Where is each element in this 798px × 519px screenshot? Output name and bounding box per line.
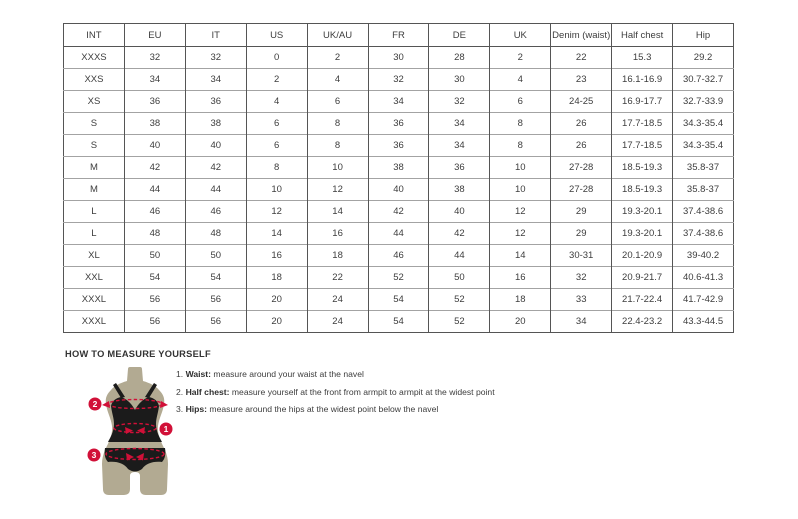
hips-badge [88, 449, 101, 462]
table-row [64, 47, 734, 69]
header-cell: Hip [673, 24, 734, 47]
table-cell: 17.7-18.5 [612, 113, 673, 135]
header-cell: UK [490, 24, 551, 47]
table-row [64, 289, 734, 311]
header-cell: FR [368, 24, 429, 47]
table-cell: 6 [490, 91, 551, 113]
table-cell: 32 [429, 91, 490, 113]
table-cell: 54 [124, 267, 185, 289]
measure-section-title: HOW TO MEASURE YOURSELF [65, 349, 211, 359]
measure-steps [176, 369, 495, 422]
table-cell: 40 [185, 135, 246, 157]
table-cell: 4 [490, 69, 551, 91]
table-cell: 33 [551, 289, 612, 311]
table-cell: 46 [368, 245, 429, 267]
table-cell: 36 [368, 135, 429, 157]
table-row [64, 311, 734, 333]
table-cell: 14 [490, 245, 551, 267]
table-row [64, 201, 734, 223]
table-cell: 32 [124, 47, 185, 69]
table-cell: 30 [368, 47, 429, 69]
step-text: measure around your waist at the navel [211, 369, 364, 379]
table-row [64, 69, 734, 91]
header-cell: US [246, 24, 307, 47]
table-cell: 42 [368, 201, 429, 223]
table-cell: 16 [490, 267, 551, 289]
table-cell: 18 [307, 245, 368, 267]
header-row [64, 24, 734, 47]
table-row [64, 113, 734, 135]
table-cell: 50 [124, 245, 185, 267]
table-cell: 10 [246, 179, 307, 201]
table-cell: 50 [185, 245, 246, 267]
table-cell: 8 [246, 157, 307, 179]
table-cell: 36 [368, 113, 429, 135]
table-cell: L [64, 201, 125, 223]
size-chart-body [64, 47, 734, 333]
table-cell: 34 [185, 69, 246, 91]
table-cell: 30-31 [551, 245, 612, 267]
table-cell: 29 [551, 201, 612, 223]
header-cell: UK/AU [307, 24, 368, 47]
table-cell: 48 [124, 223, 185, 245]
table-cell: 8 [490, 113, 551, 135]
table-cell: 2 [490, 47, 551, 69]
step-number: 3. [176, 404, 186, 414]
table-cell: S [64, 135, 125, 157]
table-cell: 42 [124, 157, 185, 179]
table-cell: 30 [429, 69, 490, 91]
table-cell: 10 [490, 179, 551, 201]
table-cell: 20 [490, 311, 551, 333]
table-cell: 17.7-18.5 [612, 135, 673, 157]
table-cell: 52 [429, 311, 490, 333]
table-cell: 34.3-35.4 [673, 113, 734, 135]
table-cell: 28 [429, 47, 490, 69]
header-cell: Half chest [612, 24, 673, 47]
table-cell: M [64, 157, 125, 179]
table-cell: 14 [246, 223, 307, 245]
table-cell: 18 [490, 289, 551, 311]
table-cell: 18 [246, 267, 307, 289]
table-row [64, 223, 734, 245]
table-cell: 16.9-17.7 [612, 91, 673, 113]
table-cell: 36 [124, 91, 185, 113]
table-cell: XS [64, 91, 125, 113]
table-cell: 50 [429, 267, 490, 289]
table-cell: 20 [246, 289, 307, 311]
table-cell: 4 [246, 91, 307, 113]
header-cell: Denim (waist) [551, 24, 612, 47]
table-cell: 41.7-42.9 [673, 289, 734, 311]
table-cell: 46 [185, 201, 246, 223]
waist-badge [160, 423, 173, 436]
table-cell: 29 [551, 223, 612, 245]
table-cell: 52 [429, 289, 490, 311]
table-cell: 19.3-20.1 [612, 223, 673, 245]
header-cell: EU [124, 24, 185, 47]
table-row [64, 245, 734, 267]
table-cell: 34 [429, 113, 490, 135]
table-row [64, 267, 734, 289]
table-cell: 24 [307, 289, 368, 311]
table-cell: 24 [307, 311, 368, 333]
table-cell: 46 [124, 201, 185, 223]
table-cell: 54 [368, 311, 429, 333]
table-cell: 34.3-35.4 [673, 135, 734, 157]
table-row [64, 91, 734, 113]
table-cell: 56 [124, 311, 185, 333]
table-cell: 38 [368, 157, 429, 179]
table-cell: 48 [185, 223, 246, 245]
table-cell: 44 [185, 179, 246, 201]
table-cell: 16.1-16.9 [612, 69, 673, 91]
table-cell: 12 [490, 223, 551, 245]
table-cell: XXXL [64, 289, 125, 311]
table-cell: XXL [64, 267, 125, 289]
table-cell: 29.2 [673, 47, 734, 69]
table-cell: 15.3 [612, 47, 673, 69]
table-cell: 32.7-33.9 [673, 91, 734, 113]
table-cell: 8 [490, 135, 551, 157]
table-cell: 16 [307, 223, 368, 245]
table-cell: 22 [307, 267, 368, 289]
measure-step [176, 387, 495, 397]
table-cell: 30.7-32.7 [673, 69, 734, 91]
table-cell: 21.7-22.4 [612, 289, 673, 311]
table-cell: 35.8-37 [673, 179, 734, 201]
table-cell: 37.4-38.6 [673, 223, 734, 245]
table-cell: 18.5-19.3 [612, 157, 673, 179]
table-cell: 40 [429, 201, 490, 223]
table-cell: 40.6-41.3 [673, 267, 734, 289]
table-cell: 8 [307, 113, 368, 135]
table-cell: 10 [490, 157, 551, 179]
table-cell: 14 [307, 201, 368, 223]
table-cell: 16 [246, 245, 307, 267]
step-label: Hips: [185, 404, 208, 414]
table-cell: 32 [185, 47, 246, 69]
table-cell: 43.3-44.5 [673, 311, 734, 333]
table-cell: 23 [551, 69, 612, 91]
table-cell: 19.3-20.1 [612, 201, 673, 223]
table-cell: 20.1-20.9 [612, 245, 673, 267]
table-cell: 56 [185, 289, 246, 311]
measure-step [176, 404, 495, 414]
table-cell: XXS [64, 69, 125, 91]
table-cell: 20.9-21.7 [612, 267, 673, 289]
table-cell: 22 [551, 47, 612, 69]
table-cell: S [64, 113, 125, 135]
table-cell: 34 [551, 311, 612, 333]
table-cell: XXXS [64, 47, 125, 69]
table-cell: 42 [429, 223, 490, 245]
table-cell: 6 [307, 91, 368, 113]
step-label: Waist: [185, 369, 212, 379]
table-cell: 20 [246, 311, 307, 333]
table-cell: 38 [124, 113, 185, 135]
table-cell: XXXL [64, 311, 125, 333]
table-cell: 38 [429, 179, 490, 201]
table-cell: 40 [124, 135, 185, 157]
header-cell: DE [429, 24, 490, 47]
measure-step [176, 369, 495, 379]
table-cell: 2 [307, 47, 368, 69]
table-cell: 26 [551, 113, 612, 135]
table-cell: 12 [246, 201, 307, 223]
table-cell: 52 [368, 267, 429, 289]
table-cell: 10 [307, 157, 368, 179]
step-label: Half chest: [185, 386, 230, 397]
table-cell: 24-25 [551, 91, 612, 113]
table-cell: 44 [368, 223, 429, 245]
header-cell: INT [64, 24, 125, 47]
table-cell: 4 [307, 69, 368, 91]
step-number: 2. [176, 386, 186, 397]
table-cell: 22.4-23.2 [612, 311, 673, 333]
table-cell: 6 [246, 113, 307, 135]
step-number: 1. [176, 369, 186, 379]
table-cell: 6 [246, 135, 307, 157]
table-cell: 12 [307, 179, 368, 201]
table-cell: 56 [185, 311, 246, 333]
table-cell: 27-28 [551, 157, 612, 179]
step-text: measure around the hips at the widest point below the navel [207, 404, 439, 414]
size-chart-table [63, 23, 734, 333]
table-cell: XL [64, 245, 125, 267]
table-cell: L [64, 223, 125, 245]
table-cell: 54 [185, 267, 246, 289]
table-cell: 34 [429, 135, 490, 157]
table-cell: 37.4-38.6 [673, 201, 734, 223]
table-cell: 27-28 [551, 179, 612, 201]
table-cell: 34 [368, 91, 429, 113]
table-row [64, 179, 734, 201]
svg-text:3: 3 [91, 450, 97, 460]
table-cell: 36 [429, 157, 490, 179]
size-chart-header [64, 24, 734, 47]
table-row [64, 135, 734, 157]
table-cell: 42 [185, 157, 246, 179]
svg-text:2: 2 [92, 399, 98, 409]
table-cell: 40 [368, 179, 429, 201]
table-cell: 32 [551, 267, 612, 289]
table-cell: 32 [368, 69, 429, 91]
table-cell: 38 [185, 113, 246, 135]
table-cell: 8 [307, 135, 368, 157]
table-cell: 44 [124, 179, 185, 201]
table-cell: 36 [185, 91, 246, 113]
table-cell: 0 [246, 47, 307, 69]
header-cell: IT [185, 24, 246, 47]
chest-badge [89, 398, 102, 411]
table-cell: 44 [429, 245, 490, 267]
table-row [64, 157, 734, 179]
table-cell: 54 [368, 289, 429, 311]
table-cell: 34 [124, 69, 185, 91]
step-text: measure yourself at the front from armpit to armpit at the widest point [229, 386, 495, 397]
table-cell: 12 [490, 201, 551, 223]
svg-text:1: 1 [163, 424, 169, 434]
table-cell: M [64, 179, 125, 201]
table-cell: 2 [246, 69, 307, 91]
table-cell: 39-40.2 [673, 245, 734, 267]
table-cell: 56 [124, 289, 185, 311]
table-cell: 35.8-37 [673, 157, 734, 179]
table-cell: 26 [551, 135, 612, 157]
table-cell: 18.5-19.3 [612, 179, 673, 201]
